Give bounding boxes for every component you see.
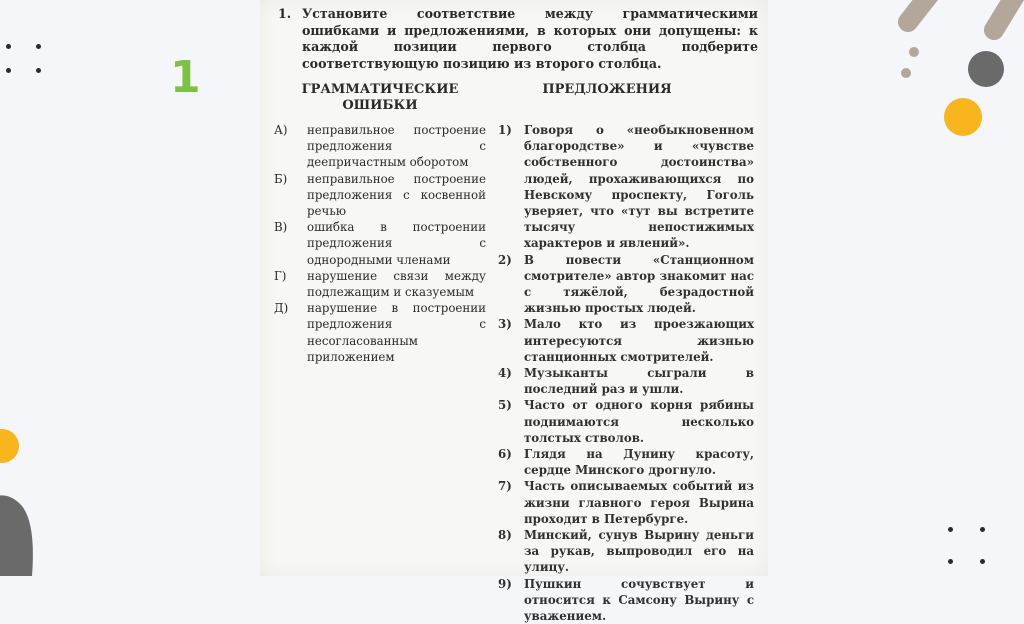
sentence-item	[498, 446, 754, 478]
sentence-key: 2)	[498, 252, 512, 267]
error-key: Д)	[274, 301, 289, 316]
sentence-key: 4)	[498, 366, 512, 381]
error-text: нарушение связи между подлежащим и сказуемым	[307, 268, 486, 300]
sentence-key: 5)	[498, 398, 512, 413]
errors-list	[274, 122, 486, 365]
error-item	[274, 171, 486, 220]
sentence-key: 8)	[498, 528, 512, 543]
error-item	[274, 268, 486, 300]
decor-dot	[980, 559, 985, 564]
sentence-item	[498, 316, 754, 365]
task-text: Установите соответствие между грамматическими ошибками и предложениями, в которых они допущены: к каждой позиции первого столбца подберите соответствующую позицию из второго столбца.	[302, 6, 758, 71]
sentences-list	[498, 122, 754, 624]
sentence-text: Минский, сунув Вырину деньги за рукав, выпроводил его на улицу.	[524, 528, 754, 575]
error-item	[274, 300, 486, 365]
sentence-item	[498, 478, 754, 527]
sentence-item	[498, 527, 754, 576]
sentence-key: 9)	[498, 576, 512, 591]
decor-dot	[948, 559, 953, 564]
sentence-text: Часто от одного корня рябины поднимаются несколько толстых стволов.	[524, 398, 754, 445]
sentence-text: Говоря о «необыкновенном благородстве» и «чувстве собственного достоинства» людей, прохаживающихся по Невскому проспекту, Гоголь уверяет, что «тут вы встретите тысячу непостижимых характеров и явлений».	[524, 123, 754, 251]
sentence-item	[498, 576, 754, 624]
error-key: Б)	[274, 171, 288, 186]
error-text: неправильное построение предложения с косвенной речью	[307, 171, 486, 219]
sentence-key: 6)	[498, 447, 512, 462]
error-text: ошибка в построении предложения с однородными членами	[307, 220, 486, 267]
error-key: Г)	[274, 268, 287, 283]
decor-shapes-bottom-left	[0, 420, 60, 576]
sentence-item	[498, 397, 754, 446]
decor-dot	[948, 527, 953, 532]
error-item	[274, 219, 486, 268]
sentence-item	[498, 365, 754, 397]
error-key: А)	[274, 123, 288, 137]
decor-dot	[980, 527, 985, 532]
error-item	[274, 122, 486, 171]
column-header-errors: ГРАММАТИЧЕСКИЕ ОШИБКИ	[301, 82, 459, 113]
textbook-page	[260, 0, 768, 624]
sentence-key: 1)	[498, 123, 512, 137]
sentence-item	[498, 122, 754, 252]
error-key: В)	[274, 220, 288, 235]
sentence-item	[498, 252, 754, 317]
sentence-text: Глядя на Дунину красоту, сердце Минского дрогнуло.	[524, 447, 754, 478]
decor-dot	[36, 44, 41, 49]
sentence-text: Пушкин сочувствует и относится к Самсону Вырину с уважением.	[524, 576, 754, 624]
slide-number: 1	[170, 52, 201, 103]
task-number: 1.	[278, 6, 292, 21]
decor-shapes-top-right	[890, 0, 1024, 150]
error-text: неправильное построение предложения с деепричастным оборотом	[307, 123, 486, 170]
sentence-text: Часть описываемых событий из жизни главного героя Вырина проходит в Петербурге.	[524, 479, 754, 526]
sentence-text: Мало кто из проезжающих интересуются жизнью станционных смотрителей.	[524, 317, 754, 364]
decor-dot	[36, 68, 41, 73]
sentence-text: В повести «Станционном смотрителе» автор знакомит нас с тяжёлой, безрадостной жизнью простых людей.	[524, 252, 754, 316]
column-header-sentences: ПРЕДЛОЖЕНИЯ	[542, 82, 672, 97]
sentence-key: 3)	[498, 317, 512, 332]
decor-dot	[6, 68, 11, 73]
sentence-text: Музыканты сыграли в последний раз и ушли.	[524, 366, 754, 397]
sentence-key: 7)	[498, 479, 512, 494]
decor-dot	[6, 44, 11, 49]
error-text: нарушение в построении предложения с несогласованным приложением	[307, 301, 486, 364]
